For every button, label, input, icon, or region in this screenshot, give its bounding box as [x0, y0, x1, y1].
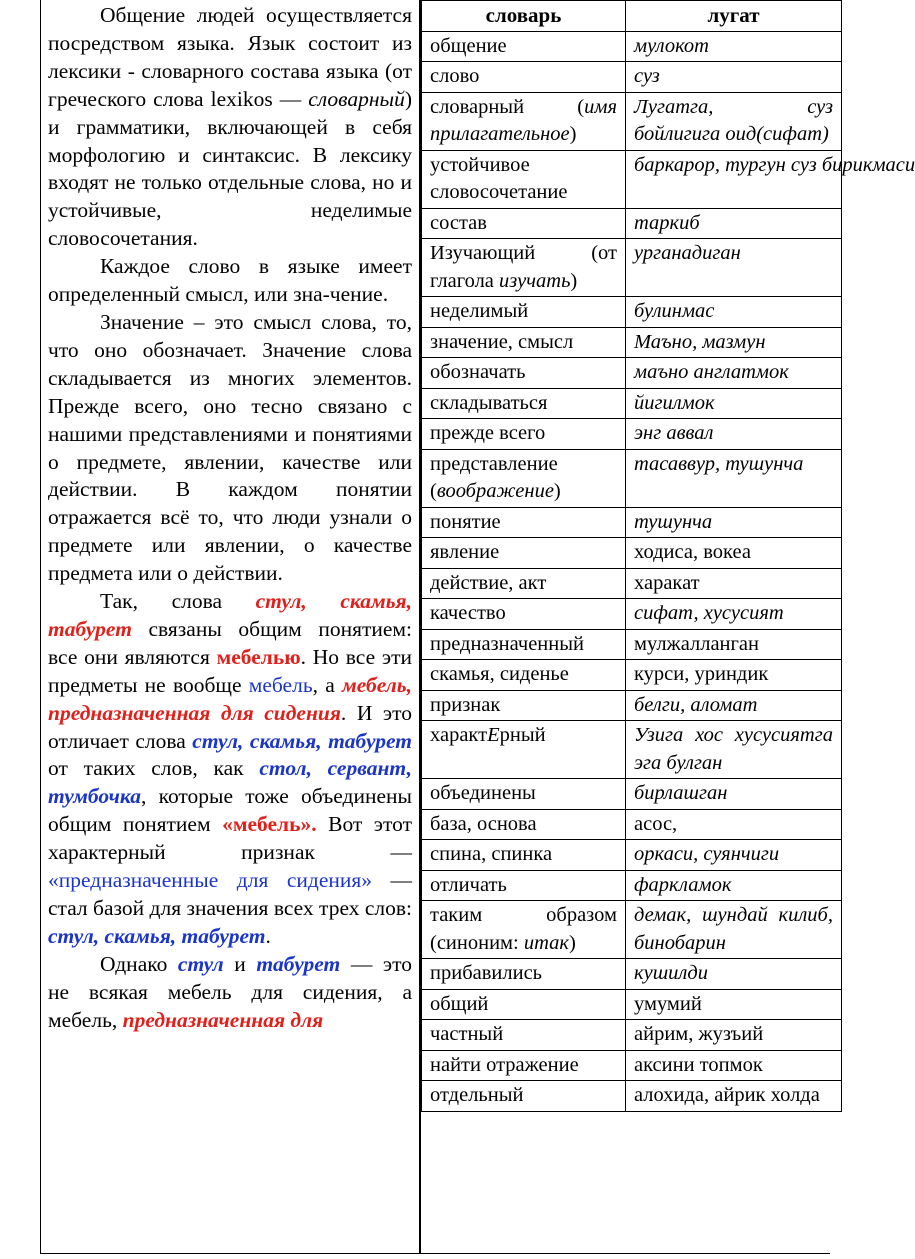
table-row: [422, 1050, 842, 1081]
text-span: от таких слов, как: [48, 756, 260, 781]
table-row: [422, 721, 842, 779]
translation-text: тушунча: [634, 510, 713, 533]
word-text: явление: [430, 541, 500, 563]
text-span: — стал базой для значения всех трех слов:: [48, 868, 413, 920]
word-text: состав: [430, 211, 487, 234]
translation-cell: [626, 1050, 842, 1081]
word-text: прежде всего: [430, 422, 546, 444]
translation-text: ходиса, вокеа: [634, 541, 751, 563]
table-row: [422, 809, 842, 840]
emphasis-red: стул, скамья, табурет: [48, 589, 412, 641]
table-row: [422, 599, 842, 630]
translation-text: тасаввур, тушунча: [634, 452, 804, 475]
word-text: общение: [430, 34, 507, 57]
word-text: неделимый: [430, 300, 529, 322]
translation-cell: [626, 449, 842, 507]
translation-cell: [626, 62, 842, 93]
paragraph-1: [48, 2, 412, 253]
emphasis-blue: стул, скамья, табурет: [192, 728, 412, 753]
table-row: [422, 92, 842, 150]
word-text: представление (: [430, 452, 558, 502]
word-cell: [422, 507, 626, 538]
table-body: [422, 31, 915, 1111]
word-cell: [422, 538, 626, 569]
word-cell: [422, 92, 626, 150]
word-cell: [422, 989, 626, 1020]
word-text: отдельный: [430, 1084, 524, 1106]
translation-cell: [626, 840, 842, 871]
table-row: [422, 568, 842, 599]
paragraph-2: Каждое слово в языке имеет определенный смысл, или зна-чение.: [48, 254, 412, 307]
translation-text: белги, аломат: [634, 693, 758, 716]
header-word: словарь: [422, 1, 626, 32]
word-text: значение, смысл: [430, 330, 574, 353]
translation-text: мулокот: [634, 34, 709, 57]
table-header-row: [422, 1, 842, 32]
translation-text: маъно англатмок: [634, 361, 789, 383]
translation-cell: [626, 92, 842, 150]
word-text: понятие: [430, 510, 501, 533]
table-row: [422, 959, 842, 990]
translation-cell: [626, 809, 842, 840]
text-span: и: [223, 951, 257, 976]
translation-cell: [626, 690, 842, 721]
word-text: характ: [430, 724, 488, 746]
text-span: связаны общим понятием: все они являются: [48, 616, 412, 669]
translation-text: сифат, хусусият: [634, 602, 784, 624]
table-row: [422, 1081, 842, 1112]
table-row: [422, 388, 842, 419]
text-span: , а: [312, 672, 343, 697]
word-text: обозначать: [430, 361, 526, 383]
word-text: база, основа: [430, 812, 537, 835]
table-row: [422, 690, 842, 721]
translation-cell: [626, 989, 842, 1020]
translation-text: асос,: [634, 812, 678, 835]
translation-cell: [626, 870, 842, 901]
word-text: таким образом (синоним:: [430, 904, 617, 954]
text-span: Так, слова: [100, 589, 256, 614]
emphasis-blue: мебель: [248, 672, 313, 697]
table-row: [422, 449, 842, 507]
translation-cell: [626, 239, 842, 297]
text-span: Вот этот характерный признак —: [48, 812, 413, 865]
table-row: [422, 989, 842, 1020]
word-cell: [422, 901, 626, 959]
word-cell: [422, 358, 626, 389]
word-cell: [422, 599, 626, 630]
translation-text: фаркламок: [634, 873, 732, 896]
word-cell: [422, 31, 626, 62]
word-text: складываться: [430, 391, 548, 414]
table-row: [422, 358, 842, 389]
word-text: ): [569, 931, 576, 954]
translation-cell: [626, 358, 842, 389]
translation-cell: [626, 599, 842, 630]
translation-cell: [626, 1081, 842, 1112]
word-text: общий: [430, 992, 489, 1015]
translation-text: Маъно, мазмун: [634, 330, 766, 353]
word-text: действие, акт: [430, 571, 547, 594]
emphasis-red: «мебель».: [222, 812, 317, 837]
emphasis-blue: стул: [177, 951, 224, 976]
translation-text: йигилмок: [634, 391, 715, 414]
table-row: [422, 901, 842, 959]
table-row: [422, 419, 842, 450]
text-span: ) и грамматики, включающей в себя морфологию и синтаксис. В лексику входят не только отдельные слова, но и устойчивые, неделимые словосочетания.: [48, 86, 412, 251]
word-cell: [422, 1020, 626, 1051]
translation-text: мулжалланган: [634, 632, 760, 655]
table-row: [422, 208, 842, 239]
translation-cell: [626, 959, 842, 990]
text-span: . Но все эти предметы не вообще: [48, 644, 412, 697]
translation-cell: [626, 629, 842, 660]
text-span: .: [265, 923, 271, 948]
word-text: слово: [430, 65, 480, 87]
table-row: [422, 538, 842, 569]
table-row: [422, 239, 842, 297]
text-column: [48, 2, 412, 1035]
word-cell: [422, 297, 626, 328]
emphasis-blue: стол, сервант, тумбочка: [48, 756, 413, 809]
word-text: прибавились: [430, 962, 543, 984]
translation-text: таркиб: [634, 211, 700, 234]
word-cell: [422, 840, 626, 871]
word-cell: [422, 388, 626, 419]
table-row: [422, 870, 842, 901]
emphasis-red: мебелью: [216, 644, 301, 669]
word-text: найти отражение: [430, 1053, 579, 1076]
translation-text: умумий: [634, 992, 702, 1015]
word-note: воображение: [436, 480, 554, 502]
table-row: [422, 62, 842, 93]
word-cell: [422, 62, 626, 93]
word-text: ): [553, 480, 561, 502]
word-cell: [422, 449, 626, 507]
translation-text: Лугатга, суз бойлигига оид(сифат): [634, 95, 833, 145]
translation-text: урганадиган: [634, 242, 741, 264]
text-span: словарный: [308, 86, 405, 111]
word-note: Е: [487, 724, 500, 746]
word-cell: [422, 660, 626, 691]
translation-text: кушилди: [634, 962, 708, 984]
word-cell: [422, 1050, 626, 1081]
translation-text: алохида, айрик холда: [634, 1084, 820, 1106]
paragraph-3: Значение – это смысл слова, то, что оно обозначает. Значение слова складывается из многих элементов. Прежде всего, оно тесно связано с нашими представлениями и понятиями о предмете, явлении, качестве или действии. В каждом понятии отражается всё то, что люди узнали о предмете или явлении, о качестве предмета или о действии.: [48, 309, 412, 586]
translation-text: аксини топмок: [634, 1053, 763, 1076]
word-cell: [422, 959, 626, 990]
paragraph-5: [48, 951, 412, 1035]
translation-cell: [626, 538, 842, 569]
translation-cell: [626, 779, 842, 810]
translation-cell: [626, 31, 842, 62]
word-cell: [422, 809, 626, 840]
word-text: рный: [499, 724, 546, 746]
translation-cell: [626, 660, 842, 691]
word-cell: [422, 239, 626, 297]
translation-cell: [626, 901, 842, 959]
word-note: изучать: [499, 269, 571, 292]
translation-cell: [626, 208, 842, 239]
text-span: Однако: [100, 951, 178, 976]
emphasis-blue: табурет: [256, 951, 341, 976]
text-span: Общение людей осуществляется посредством языка. Язык состоит из лексики - словарного состава языка (от греческого слова lexikos —: [48, 3, 412, 111]
translation-cell: [626, 721, 842, 779]
translation-text: оркаси, суянчиги: [634, 843, 780, 865]
word-cell: [422, 150, 626, 208]
table-row: [422, 507, 842, 538]
word-cell: [422, 568, 626, 599]
word-text: качество: [430, 602, 506, 624]
table-row: [422, 629, 842, 660]
translation-text: айрим, жузъий: [634, 1023, 764, 1045]
header-translation: лугат: [626, 1, 842, 32]
text-span: , которые тоже объединены общим понятием: [48, 784, 412, 837]
translation-cell: [626, 507, 842, 538]
translation-text: бирлашган: [634, 782, 728, 804]
translation-cell: [626, 419, 842, 450]
translation-text: энг аввал: [634, 422, 714, 444]
emphasis-red: мебель, предназначенная для сидения: [48, 672, 412, 725]
translation-text: суз: [634, 65, 660, 87]
table-row: [422, 1020, 842, 1051]
translation-cell: [626, 297, 842, 328]
table-row: [422, 660, 842, 691]
translation-cell: [626, 327, 842, 358]
word-cell: [422, 721, 626, 779]
emphasis-red: предназначенная для: [122, 1007, 324, 1032]
table-row: [422, 31, 842, 62]
word-text: словарный (: [430, 95, 585, 118]
translation-text: харакат: [634, 571, 700, 594]
word-text: объединены: [430, 782, 536, 804]
paragraph-4: [48, 588, 412, 951]
translation-text: курси, уриндик: [634, 663, 769, 685]
word-text: признак: [430, 693, 501, 716]
word-text: устойчивое словосочетание: [430, 153, 568, 203]
emphasis-blue: стул, скамья, табурет: [48, 923, 266, 948]
vocabulary-table: [421, 0, 915, 1112]
word-cell: [422, 690, 626, 721]
emphasis-blue: «предназначенные для сидения»: [48, 868, 373, 893]
translation-cell: [626, 568, 842, 599]
word-note: итак: [523, 931, 570, 954]
translation-text: баркарор, тургун суз бирикмаси: [634, 153, 915, 176]
table-row: [422, 779, 842, 810]
word-text: частный: [430, 1023, 504, 1045]
word-text: ): [570, 269, 578, 292]
table-row: [422, 840, 842, 871]
word-cell: [422, 208, 626, 239]
translation-cell: [626, 150, 915, 208]
translation-text: демак, шундай килиб, бинобарин: [634, 904, 833, 954]
translation-text: Узига хос хусусиятга эга булган: [634, 724, 833, 774]
word-text: отличать: [430, 873, 507, 896]
table-row: [422, 327, 842, 358]
word-text: Изучающий (от глагола: [430, 242, 617, 292]
word-text: спина, спинка: [430, 843, 553, 865]
word-cell: [422, 419, 626, 450]
translation-cell: [626, 1020, 842, 1051]
word-text: скамья, сиденье: [430, 663, 569, 685]
word-cell: [422, 870, 626, 901]
word-cell: [422, 629, 626, 660]
word-text: ): [569, 123, 577, 145]
text-span: . И это отличает слова: [48, 700, 412, 753]
word-text: предназначенный: [430, 632, 584, 655]
word-cell: [422, 1081, 626, 1112]
translation-cell: [626, 388, 842, 419]
translation-text: булинмас: [634, 300, 715, 322]
word-note: имя прилагательное: [430, 95, 617, 145]
word-cell: [422, 779, 626, 810]
text-span: — это не всякая мебель для сидения, а мебель,: [48, 951, 412, 1032]
table-row: [422, 297, 842, 328]
table-row: [422, 150, 842, 208]
word-cell: [422, 327, 626, 358]
